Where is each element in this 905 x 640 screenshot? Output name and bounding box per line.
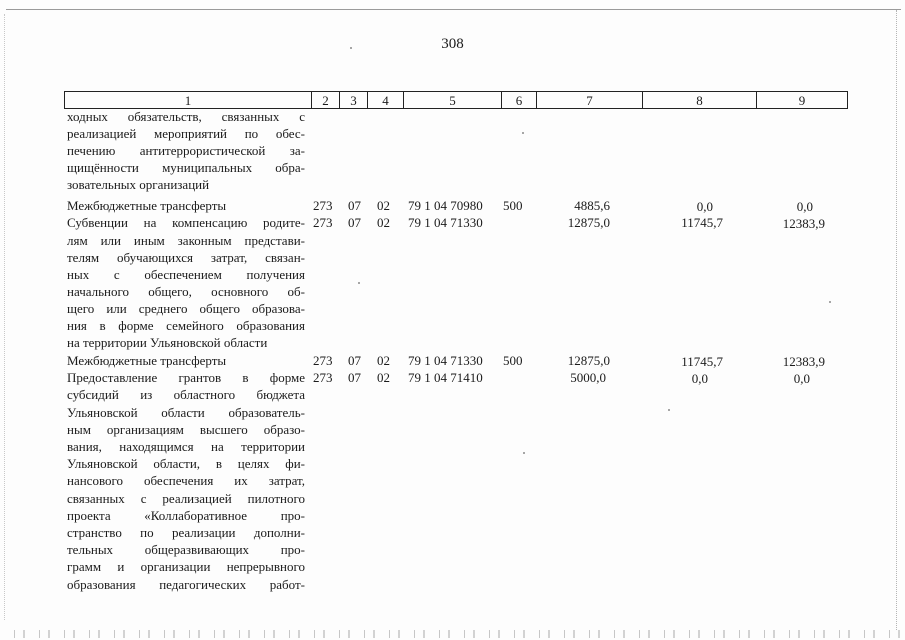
- cell-ministry-code: 273: [313, 198, 333, 213]
- header-col-9: 9: [798, 93, 806, 108]
- scan-speck: [668, 409, 670, 411]
- cell-amount-col7: 12875,0: [567, 353, 610, 368]
- header-col-4: 4: [368, 92, 404, 108]
- scan-speck: [358, 282, 360, 284]
- cell-section: 07: [348, 353, 361, 368]
- page-number: 308: [441, 36, 464, 52]
- header-col-3: 3: [340, 92, 368, 108]
- cell-target-article: 79 1 04 70980: [408, 198, 483, 213]
- row-description-line: нансового обеспечения их затрат,: [67, 473, 305, 488]
- row-description-line: печению антитеррористической за-: [67, 143, 305, 158]
- row-description-line: Межбюджетные трансферты: [67, 198, 227, 213]
- row-description-line: вания, находящимся на территории: [67, 439, 305, 454]
- cell-amount-col9: 0,0: [793, 371, 810, 386]
- header-col-7: 7: [537, 92, 643, 108]
- cell-target-article: 79 1 04 71330: [408, 215, 483, 230]
- row-description-line: субсидий из областного бюджета: [67, 387, 305, 402]
- header-col-2: 2: [312, 92, 340, 108]
- row-description-line: на территории Ульяновской области: [67, 335, 268, 350]
- cell-amount-col7: 5000,0: [570, 370, 606, 385]
- cell-subsection: 02: [377, 353, 390, 368]
- row-description-line: образования педагогических работ-: [67, 577, 305, 592]
- cell-expense-type: 500: [503, 198, 523, 213]
- scan-speck: [523, 452, 525, 454]
- row-description-line: щищённости муниципальных обра-: [67, 160, 305, 175]
- row-description-line: Предоставление грантов в форме: [67, 370, 305, 385]
- cell-section: 07: [348, 198, 361, 213]
- cell-target-article: 79 1 04 71330: [408, 353, 483, 368]
- header-col-5: 5: [404, 92, 502, 108]
- scan-edge-top: [6, 9, 901, 10]
- scan-speck: [829, 301, 831, 303]
- row-description-line: Ульяновской области, в целях фи-: [67, 456, 305, 471]
- cell-amount-col8: 0,0: [696, 199, 713, 214]
- row-description-line: телям обучающихся затрат, связан-: [67, 250, 305, 265]
- cell-amount-col8: 11745,7: [681, 215, 723, 230]
- row-description-line: Межбюджетные трансферты: [67, 353, 227, 368]
- row-description-line: ходных обязательств, связанных с: [67, 109, 305, 124]
- row-description-line: лям или иным законным представи-: [67, 233, 305, 248]
- cell-amount-col7: 4885,6: [574, 198, 610, 213]
- scan-edge-left: [4, 14, 5, 620]
- row-description-line: ным организациям высшего образо-: [67, 422, 305, 437]
- row-description-line: тельных общеразвивающих про-: [67, 542, 305, 557]
- cell-subsection: 02: [377, 370, 390, 385]
- row-description-line: странство по реализации дополни-: [67, 525, 305, 540]
- header-col-1: 1: [65, 92, 312, 108]
- row-description-line: проекта «Коллаборативное про-: [67, 508, 305, 523]
- cell-ministry-code: 273: [313, 353, 333, 368]
- cell-amount-col9: 12383,9: [782, 354, 825, 369]
- scan-noise: [0, 630, 905, 638]
- scan-edge-right: [896, 10, 897, 630]
- row-description-line: ния в форме семейного образования: [67, 318, 305, 333]
- header-col-8: 8: [643, 92, 757, 108]
- scan-speck: [350, 47, 352, 49]
- cell-amount-col7: 12875,0: [567, 215, 610, 230]
- cell-amount-col8: 11745,7: [681, 354, 723, 369]
- cell-expense-type: 500: [503, 353, 523, 368]
- cell-ministry-code: 273: [313, 215, 333, 230]
- row-description-line: Субвенции на компенсацию родите-: [67, 215, 305, 230]
- row-description-line: Ульяновской области образователь-: [67, 405, 305, 420]
- cell-target-article: 79 1 04 71410: [408, 370, 483, 385]
- cell-amount-col8: 0,0: [691, 371, 708, 386]
- row-description-line: реализацией мероприятий по обес-: [67, 126, 305, 141]
- cell-subsection: 02: [377, 198, 390, 213]
- cell-subsection: 02: [377, 215, 390, 230]
- row-description-line: зовательных организаций: [67, 177, 210, 192]
- cell-amount-col9: 0,0: [796, 199, 813, 214]
- header-col-6: 6: [502, 92, 537, 108]
- cell-ministry-code: 273: [313, 370, 333, 385]
- scan-speck: [522, 132, 524, 134]
- row-description-line: грамм и организации непрерывного: [67, 559, 305, 574]
- row-description-line: ных с обеспечением получения: [67, 267, 305, 282]
- table-header: [64, 91, 848, 109]
- row-description-line: щего или среднего общего образова-: [67, 301, 305, 316]
- cell-amount-col9: 12383,9: [782, 216, 825, 231]
- row-description-line: начального общего, основного об-: [67, 284, 305, 299]
- cell-section: 07: [348, 370, 361, 385]
- row-description-line: связанных с реализацией пилотного: [67, 491, 305, 506]
- cell-section: 07: [348, 215, 361, 230]
